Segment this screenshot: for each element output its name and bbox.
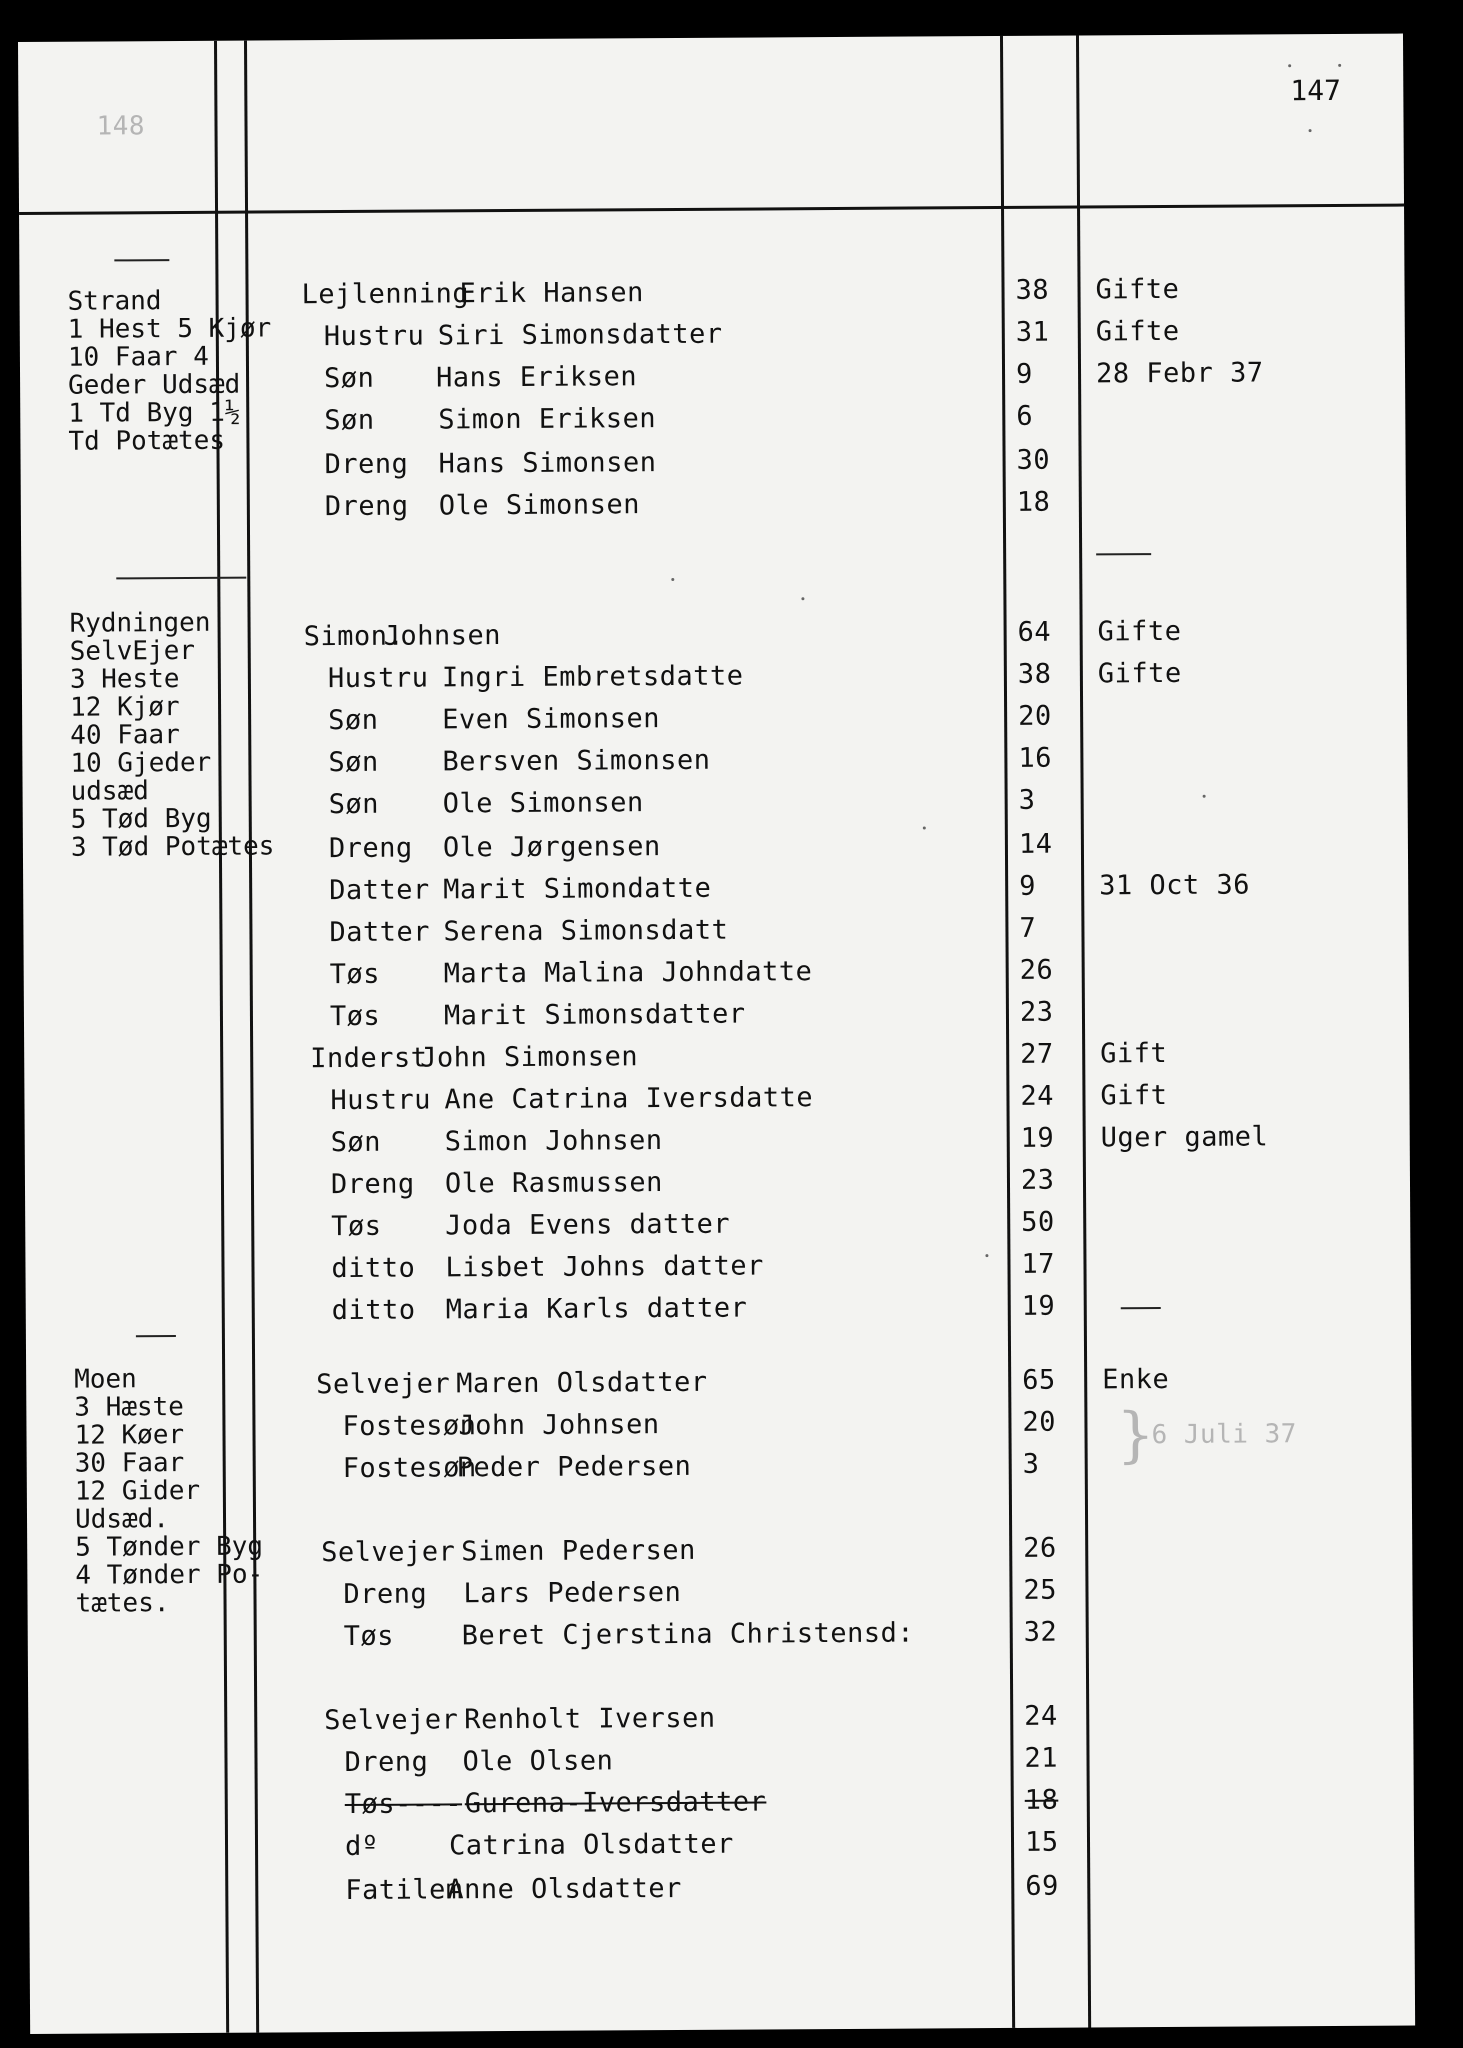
person-role: Fostesøn xyxy=(342,1410,477,1443)
person-name: Gurena-Iversdatter xyxy=(464,1786,767,1820)
person-name: Bersven Simonsen xyxy=(442,744,711,778)
separator xyxy=(114,259,169,261)
person-age: 64 xyxy=(1017,616,1052,648)
farm-info-line: Strand xyxy=(67,286,162,317)
person-role: dº xyxy=(344,1830,379,1863)
person-role: Søn xyxy=(324,404,375,437)
page-number: 147 xyxy=(1290,73,1341,108)
person-name: Marit Simondatte xyxy=(443,872,712,906)
person-age: 31 xyxy=(1015,316,1050,348)
person-role: Lejlenning xyxy=(301,278,470,311)
scan-speck xyxy=(671,578,674,581)
separator xyxy=(1096,553,1151,555)
column-rule-4 xyxy=(1076,36,1091,2028)
bleed-through-page-number: 148 xyxy=(96,111,146,142)
scan-speck xyxy=(923,826,926,829)
person-name: Joda Evens datter xyxy=(445,1208,731,1242)
person-role: Søn xyxy=(330,1126,382,1159)
person-name: Ole Rasmussen xyxy=(444,1167,663,1200)
farm-info-line: SelvEjer xyxy=(69,635,196,667)
person-role: Selvejer xyxy=(316,1368,451,1401)
person-role: Søn xyxy=(328,788,380,821)
person-age: 50 xyxy=(1021,1206,1055,1238)
farm-info-line: Moen xyxy=(74,1364,137,1395)
person-age: 26 xyxy=(1019,954,1054,986)
person-name: Hans Simonsen xyxy=(438,447,657,480)
person-age: 38 xyxy=(1015,274,1050,306)
farm-info-line: 10 Faar 4 xyxy=(67,341,209,373)
farm-info-line: 5 Tød Byg xyxy=(70,803,212,835)
person-name: Simon Eriksen xyxy=(438,403,657,436)
person-age: 20 xyxy=(1018,700,1052,732)
person-role: Datter xyxy=(329,874,430,907)
person-age: 65 xyxy=(1022,1364,1056,1396)
person-name: Renholt Iversen xyxy=(464,1702,716,1736)
person-age: 24 xyxy=(1020,1080,1055,1112)
scan-speck xyxy=(1288,64,1291,67)
person-role: Tøs xyxy=(329,1000,381,1033)
farm-info-line: 3 Heste xyxy=(69,664,180,695)
person-age: 27 xyxy=(1020,1038,1054,1070)
person-name: Catrina Olsdatter xyxy=(448,1828,734,1862)
scan-speck xyxy=(1309,129,1312,132)
person-status: Gifte xyxy=(1097,615,1182,648)
person-role: Simon. xyxy=(303,620,405,653)
farm-info-line: 30 Faar xyxy=(74,1448,185,1479)
person-status: Enke xyxy=(1102,1363,1170,1396)
person-age: 19 xyxy=(1021,1290,1056,1322)
person-status: 28 Febr 37 xyxy=(1095,357,1264,390)
farm-info-line: Td Potætes xyxy=(68,425,226,457)
person-name: Ole Simonsen xyxy=(442,787,644,820)
farm-info-moen xyxy=(74,1365,263,1618)
person-name: Ole Olsen xyxy=(462,1745,614,1778)
person-age: 7 xyxy=(1019,912,1037,944)
person-role: Dreng xyxy=(330,1168,415,1201)
farm-info-line: 10 Gjeder xyxy=(70,747,212,779)
person-name: Ane Catrina Iversdatte xyxy=(444,1082,814,1116)
person-name: John Johnsen xyxy=(458,1409,660,1442)
person-role: ditto xyxy=(331,1252,416,1285)
farm-info-line: 3 Tød Potætes xyxy=(70,831,275,863)
person-age: 69 xyxy=(1025,1870,1059,1902)
separator xyxy=(136,1335,176,1337)
farm-info-line: Udsæd. xyxy=(74,1504,170,1535)
person-age: 17 xyxy=(1021,1248,1056,1280)
farm-info-rydningen xyxy=(69,608,274,861)
person-name: Ingri Embretsdatte xyxy=(441,660,744,694)
person-age: 14 xyxy=(1018,828,1053,860)
person-role: Hustru xyxy=(327,662,429,695)
brace-mark: } xyxy=(1116,1400,1155,1471)
header-rule xyxy=(19,204,1404,215)
bleed-through-status-note: 6 Juli 37 xyxy=(1151,1419,1298,1451)
farm-info-line: 4 Tønder Po- xyxy=(75,1559,264,1591)
person-role: Tøs---- xyxy=(344,1788,463,1821)
person-age: 20 xyxy=(1022,1406,1057,1438)
farm-info-line: udsæd xyxy=(70,776,149,807)
person-role: Tøs xyxy=(329,958,381,991)
scan-speck xyxy=(985,1254,988,1257)
person-role: Søn xyxy=(328,746,379,779)
person-age: 3 xyxy=(1018,784,1036,816)
farm-info-line: tætes. xyxy=(75,1588,170,1619)
person-status: Gifte xyxy=(1097,657,1182,690)
person-status: Gift xyxy=(1100,1037,1168,1070)
scan-speck xyxy=(801,597,804,600)
person-name: Johnsen xyxy=(383,620,502,652)
person-age: 18 xyxy=(1024,1784,1059,1816)
farm-info-strand xyxy=(68,286,273,455)
person-role: Tøs xyxy=(331,1210,382,1243)
person-age: 38 xyxy=(1017,658,1052,690)
person-age: 19 xyxy=(1020,1122,1055,1154)
farm-info-line: 12 Kjør xyxy=(69,692,180,723)
person-role: Dreng xyxy=(324,448,409,481)
person-status: Uger gamel xyxy=(1100,1121,1269,1154)
separator xyxy=(1121,1307,1161,1309)
person-age: 25 xyxy=(1023,1574,1058,1606)
column-rule-3 xyxy=(1000,36,1015,2028)
person-name: Serena Simonsdatt xyxy=(443,914,729,948)
person-name: Siri Simonsdatter xyxy=(437,318,723,352)
farm-info-line: Rydningen xyxy=(69,607,211,639)
person-name: Lars Pedersen xyxy=(463,1576,682,1610)
person-age: 21 xyxy=(1024,1742,1059,1774)
farm-info-line: 12 Gider xyxy=(74,1475,201,1507)
person-status: 31 Oct 36 xyxy=(1099,869,1251,902)
person-age: 30 xyxy=(1016,444,1051,476)
person-name: Peder Pedersen xyxy=(456,1450,692,1484)
person-role: Fostesøn xyxy=(342,1452,477,1485)
person-role: Søn xyxy=(328,704,379,737)
person-role: Inderst xyxy=(310,1042,428,1075)
person-name: Even Simonsen xyxy=(442,703,661,736)
person-name: Ole Simonsen xyxy=(438,489,641,522)
scan-speck xyxy=(1338,64,1341,67)
person-role: Tøs xyxy=(343,1620,395,1653)
person-age: 18 xyxy=(1016,486,1051,518)
scan-speck xyxy=(1203,795,1206,798)
person-name: Ole Jørgensen xyxy=(442,831,661,864)
person-age: 16 xyxy=(1018,742,1053,774)
person-status: Gifte xyxy=(1095,273,1180,306)
farm-info-line: 12 Køer xyxy=(74,1420,185,1451)
person-age: 15 xyxy=(1024,1826,1059,1858)
person-name: Simen Pedersen xyxy=(461,1534,696,1568)
person-role: Fatilem xyxy=(345,1874,463,1907)
person-role: Selvejer xyxy=(324,1704,459,1737)
farm-info-line: 5 Tønder Byg xyxy=(75,1531,264,1563)
farm-info-line: Geder Udsæd xyxy=(68,369,241,401)
person-age: 3 xyxy=(1022,1448,1040,1480)
farm-info-line: 1 Td Byg 1½ xyxy=(68,397,241,429)
person-role: Dreng xyxy=(343,1578,428,1611)
person-name: Hans Eriksen xyxy=(435,361,638,394)
person-name: Maren Olsdatter xyxy=(456,1366,708,1400)
person-age: 6 xyxy=(1016,400,1034,432)
farm-info-line: 3 Hæste xyxy=(74,1392,185,1423)
person-role: Søn xyxy=(323,362,375,395)
person-name: John Simonsen xyxy=(420,1041,639,1074)
person-age: 24 xyxy=(1024,1700,1058,1732)
person-role: Dreng xyxy=(344,1746,429,1779)
person-name: Simon Johnsen xyxy=(444,1125,663,1158)
person-role: Selvejer xyxy=(321,1536,456,1569)
separator xyxy=(116,577,246,580)
person-name: Erik Hansen xyxy=(459,277,644,310)
person-age: 23 xyxy=(1020,1164,1055,1196)
person-name: Lisbet Johns datter xyxy=(445,1250,764,1284)
person-role: Hustru xyxy=(323,320,425,353)
person-name: Beret Cjerstina Christensd: xyxy=(461,1617,915,1652)
person-role: Datter xyxy=(329,916,431,949)
person-age: 9 xyxy=(1019,870,1037,902)
person-role: Hustru xyxy=(330,1084,432,1117)
register-page xyxy=(18,34,1415,2034)
person-role: Dreng xyxy=(324,490,409,523)
person-name: Marta Malina Johndatte xyxy=(443,956,813,990)
person-name: Anne Olsdatter xyxy=(447,1872,682,1906)
person-age: 32 xyxy=(1023,1616,1058,1648)
person-role: ditto xyxy=(331,1294,416,1327)
person-name: Marit Simonsdatter xyxy=(443,998,746,1032)
person-name: Maria Karls datter xyxy=(445,1292,748,1326)
farm-info-line: 40 Faar xyxy=(70,720,180,751)
person-age: 9 xyxy=(1015,358,1033,390)
person-role: Dreng xyxy=(328,832,413,865)
person-status: Gifte xyxy=(1095,315,1180,348)
farm-info-line: 1 Hest 5 Kjør xyxy=(67,313,272,345)
person-age: 23 xyxy=(1019,996,1054,1028)
person-status: Gift xyxy=(1100,1079,1168,1112)
person-age: 26 xyxy=(1023,1532,1057,1564)
